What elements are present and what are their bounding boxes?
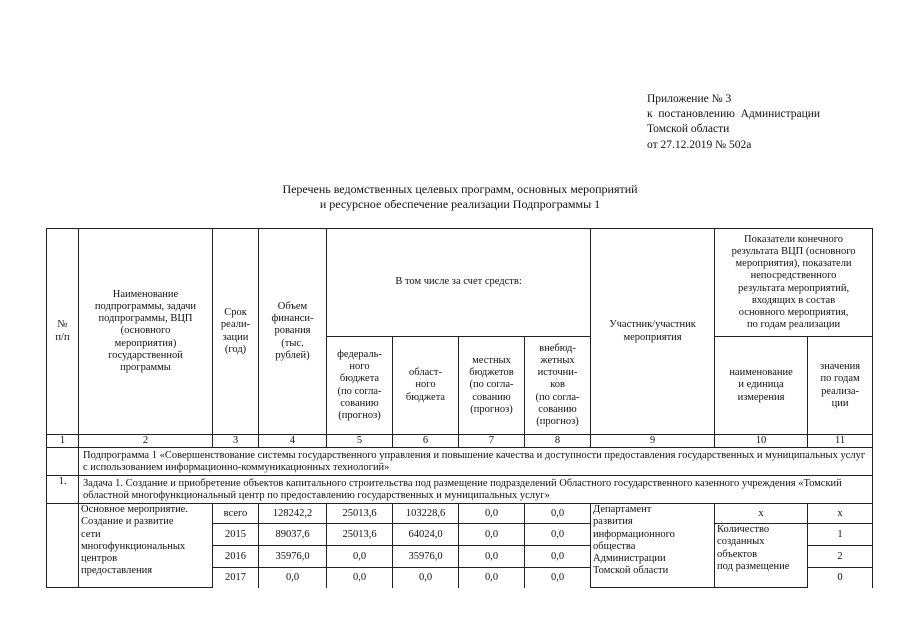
activity-local: 0,0: [459, 524, 525, 546]
indicator-x-name: х: [715, 504, 808, 524]
header-term: Срок реали- зации (год): [213, 229, 259, 435]
activity-offbudget: 0,0: [525, 568, 591, 588]
appendix-line-3: Томской области: [647, 123, 730, 136]
activity-regional: 103228,6: [393, 504, 459, 524]
header-participant: Участник/участник мероприятия: [591, 229, 715, 435]
activity-term: 2016: [213, 546, 259, 568]
activity-term: 2017: [213, 568, 259, 588]
activity-volume: 0,0: [259, 568, 327, 588]
activity-term: 2015: [213, 524, 259, 546]
indicator-value: 0: [808, 568, 873, 588]
activity-num-cell: [47, 504, 79, 588]
activity-federal: 25013,6: [327, 504, 393, 524]
col-number: 2: [79, 435, 213, 448]
header-federal: федераль- ного бюджета (по согла- сованию (прогноз): [327, 337, 393, 435]
document-title-line-1: Перечень ведомственных целевых программ, основных мероприятий: [282, 182, 638, 196]
activity-regional: 35976,0: [393, 546, 459, 568]
task-num: 1.: [47, 476, 79, 504]
header-offbudget: внебюд- жетных источни- ков (по согла- сованию (прогноз): [525, 337, 591, 435]
subprogram-num-cell: [47, 448, 79, 476]
activity-participant: Департамент развития информационного общества Администрации Томской области: [591, 504, 715, 588]
appendix-block: [647, 92, 887, 153]
col-number: 7: [459, 435, 525, 448]
activity-term: всего: [213, 504, 259, 524]
activity-regional: 0,0: [393, 568, 459, 588]
activity-local: 0,0: [459, 546, 525, 568]
activity-volume: 89037,6: [259, 524, 327, 546]
document-title: [150, 182, 770, 212]
indicator-value: 2: [808, 546, 873, 568]
document-title-line-2: и ресурсное обеспечение реализации Подпрограммы 1: [319, 197, 601, 211]
indicator-label: Количество созданных объектов под размещение: [715, 524, 808, 588]
col-number: 4: [259, 435, 327, 448]
indicator-value: 1: [808, 524, 873, 546]
programs-table: [46, 228, 873, 588]
header-num: № п/п: [47, 229, 79, 435]
activity-federal: 0,0: [327, 546, 393, 568]
col-number: 5: [327, 435, 393, 448]
appendix-line-2: к постановлению Администрации: [647, 108, 821, 121]
header-indicator-values: значения по годам реализа- ции: [808, 337, 873, 435]
activity-offbudget: 0,0: [525, 546, 591, 568]
header-row-top: [47, 229, 873, 337]
header-indicator-name: наименование и единица измерения: [715, 337, 808, 435]
activity-federal: 25013,6: [327, 524, 393, 546]
activity-local: 0,0: [459, 568, 525, 588]
activity-offbudget: 0,0: [525, 524, 591, 546]
activity-regional: 64024,0: [393, 524, 459, 546]
activity-federal: 0,0: [327, 568, 393, 588]
col-number: 8: [525, 435, 591, 448]
header-indicators: Показатели конечного результата ВЦП (основного мероприятия), показатели непосредственного результата мероприятий, входящих в состав основного мероприятия, по годам реализации: [715, 229, 873, 337]
col-number: 3: [213, 435, 259, 448]
activity-volume: 128242,2: [259, 504, 327, 524]
activity-name: Основное мероприятие. Создание и развитие сети многофункциональных центров предоставления: [79, 504, 213, 588]
activity-volume: 35976,0: [259, 546, 327, 568]
column-numbers-row: [47, 435, 873, 448]
subprogram-row: [47, 448, 873, 476]
appendix-line-1: Приложение № 3: [647, 93, 732, 105]
header-volume: Объем финанси- рования (тыс. рублей): [259, 229, 327, 435]
activity-local: 0,0: [459, 504, 525, 524]
col-number: 1: [47, 435, 79, 448]
col-number: 9: [591, 435, 715, 448]
task-row: [47, 476, 873, 504]
appendix-line-4: от 27.12.2019 № 502а: [647, 138, 752, 151]
col-number: 11: [808, 435, 873, 448]
header-name: Наименование подпрограммы, задачи подпрограммы, ВЦП (основного мероприятия) государственной программы: [79, 229, 213, 435]
activity-row-total: [47, 504, 873, 524]
indicator-x-value: х: [808, 504, 873, 524]
col-number: 10: [715, 435, 808, 448]
activity-offbudget: 0,0: [525, 504, 591, 524]
subprogram-text: Подпрограмма 1 «Совершенствование системы государственного управления и повышение качества и доступности предоставления государственных и муниципальных услуг с использованием информационно-коммуникационных технологий»: [79, 448, 873, 476]
header-local: местных бюджетов (по согла- сованию (прогноз): [459, 337, 525, 435]
header-regional: област- ного бюджета: [393, 337, 459, 435]
header-sources: В том числе за счет средств:: [327, 229, 591, 337]
col-number: 6: [393, 435, 459, 448]
task-text: Задача 1. Создание и приобретение объектов капитального строительства под размещение подразделений Областного государственного казенного учреждения «Томский областной многофункциональный центр по предоставлению государственных и муниципальных услуг»: [79, 476, 873, 504]
